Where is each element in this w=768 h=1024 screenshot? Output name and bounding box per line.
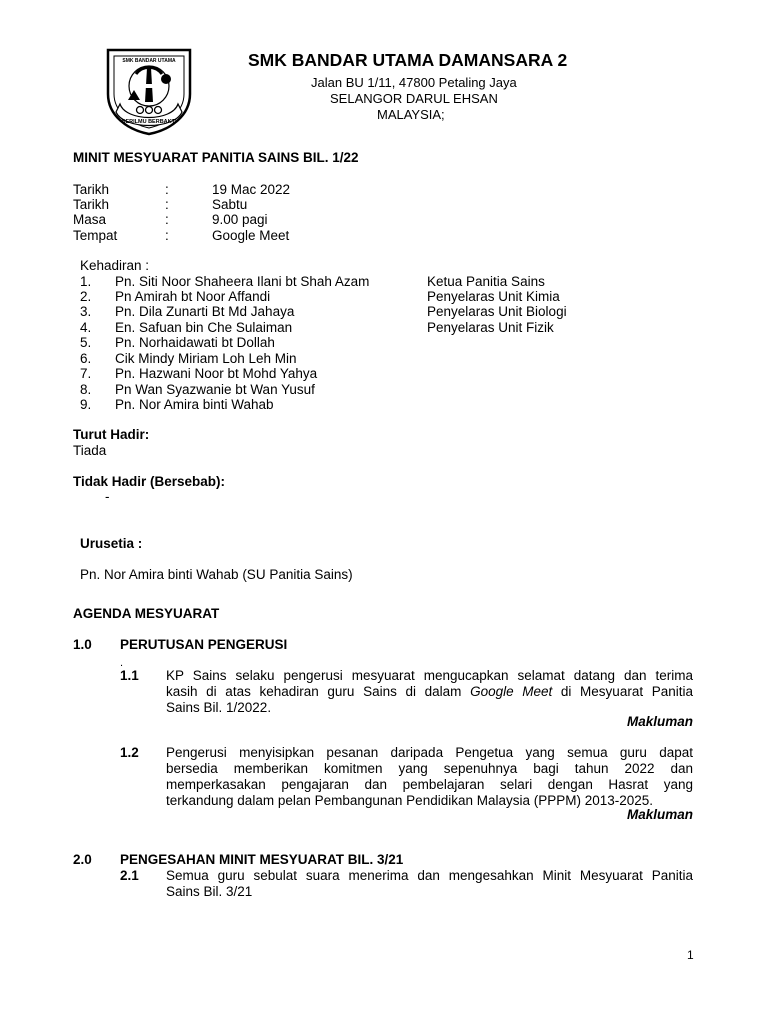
paragraph-line: memperkasakan pengajaran dan pembelajaran selari dengan Hasrat yang [166, 777, 693, 792]
paragraph-line: Pengerusi menyisipkan pesanan daripada Pengetua yang semua guru dapat [166, 745, 693, 760]
section-title: PENGESAHAN MINIT MESYUARAT BIL. 3/21 [120, 852, 404, 867]
makluman-note: Makluman [626, 714, 693, 729]
page-number: 1 [687, 948, 694, 962]
svg-text:BERILMU BERBAKTI: BERILMU BERBAKTI [121, 119, 177, 125]
makluman-note: Makluman [626, 807, 693, 822]
address-line-1: Jalan BU 1/11, 47800 Petaling Jaya [311, 75, 517, 90]
attendance-name: Pn. Dila Zunarti Bt Md Jahaya [115, 304, 295, 319]
info-label: Tarikh [73, 182, 110, 197]
attendance-heading: Kehadiran : [80, 258, 150, 273]
school-crest-logo [98, 44, 200, 136]
attendance-num: 3. [80, 304, 92, 319]
minutes-title: MINIT MESYUARAT PANITIA SAINS BIL. 1/22 [73, 150, 359, 165]
attendance-name: Pn. Siti Noor Shaheera Ilani bt Shah Azam [115, 274, 370, 289]
attendance-num: 1. [80, 274, 92, 289]
urusetia-heading: Urusetia : [80, 536, 143, 551]
section-number: 2.0 [73, 852, 92, 867]
item-number: 1.2 [120, 745, 139, 760]
attendance-name: Pn. Hazwani Noor bt Mohd Yahya [115, 366, 318, 381]
info-value-place: Google Meet [212, 228, 290, 243]
info-colon: : [165, 197, 169, 212]
turut-hadir-value: Tiada [73, 443, 107, 458]
info-colon: : [165, 212, 169, 227]
tidak-hadir-heading: Tidak Hadir (Bersebab): [73, 474, 226, 489]
attendance-name: Pn. Nor Amira binti Wahab [115, 397, 274, 412]
attendance-role: Penyelaras Unit Fizik [427, 320, 554, 335]
info-label: Tempat [73, 228, 118, 243]
attendance-name: Pn. Norhaidawati bt Dollah [115, 335, 275, 350]
item-1-1-text [166, 668, 693, 716]
attendance-num: 6. [80, 351, 92, 366]
attendance-num: 8. [80, 382, 92, 397]
attendance-role: Penyelaras Unit Kimia [427, 289, 560, 304]
attendance-name: Pn Amirah bt Noor Affandi [115, 289, 271, 304]
info-value-day: Sabtu [212, 197, 248, 212]
paragraph-line: bersedia memberikan komitmen yang sepenuhnya bagi tahun 2022 dan [166, 761, 693, 776]
info-colon: : [165, 182, 169, 197]
school-name: SMK BANDAR UTAMA DAMANSARA 2 [248, 50, 568, 70]
line-part: kasih di atas kehadiran guru Sains di dalam [166, 684, 462, 699]
info-colon: : [165, 228, 169, 243]
paragraph-line: Sains Bil. 1/2022. [166, 700, 272, 715]
address-line-3: MALAYSIA; [377, 107, 445, 122]
section-number: 1.0 [73, 637, 92, 652]
info-value-time: 9.00 pagi [212, 212, 268, 227]
paragraph-line: Sains Bil. 3/21 [166, 884, 253, 899]
attendance-num: 2. [80, 289, 92, 304]
stray-dot: . [120, 657, 124, 669]
info-label: Masa [73, 212, 107, 227]
attendance-name: En. Safuan bin Che Sulaiman [115, 320, 293, 335]
attendance-num: 7. [80, 366, 92, 381]
attendance-num: 5. [80, 335, 92, 350]
attendance-role: Penyelaras Unit Biologi [427, 304, 567, 319]
item-2-1-text [166, 868, 693, 900]
info-value-date: 19 Mac 2022 [212, 182, 291, 197]
attendance-name: Pn Wan Syazwanie bt Wan Yusuf [115, 382, 315, 397]
item-1-2-text [166, 745, 693, 809]
paragraph-line [166, 684, 693, 700]
item-number: 1.1 [120, 668, 139, 683]
paragraph-line: terkandung dalam pelan Pembangunan Pendidikan Malaysia (PPPM) 2013-2025. [166, 793, 654, 808]
info-label: Tarikh [73, 197, 110, 212]
tidak-hadir-value: - [105, 489, 110, 504]
attendance-name: Cik Mindy Miriam Loh Leh Min [115, 351, 297, 366]
attendance-num: 9. [80, 397, 92, 412]
attendance-num: 4. [80, 320, 92, 335]
item-number: 2.1 [120, 868, 139, 883]
paragraph-line: Semua guru sebulat suara menerima dan mengesahkan Minit Mesyuarat Panitia [166, 868, 693, 883]
address-line-2: SELANGOR DARUL EHSAN [330, 91, 498, 106]
urusetia-value: Pn. Nor Amira binti Wahab (SU Panitia Sains) [80, 567, 353, 582]
turut-hadir-heading: Turut Hadir: [73, 427, 150, 442]
paragraph-line: KP Sains selaku pengerusi mesyuarat mengucapkan selamat datang dan terima [166, 668, 693, 683]
line-part: di Mesyuarat Panitia [560, 684, 694, 699]
svg-text:SMK BANDAR UTAMA: SMK BANDAR UTAMA [122, 58, 176, 64]
section-title: PERUTUSAN PENGERUSI [120, 637, 288, 652]
attendance-role: Ketua Panitia Sains [427, 274, 545, 289]
google-meet-italic: Google Meet [470, 684, 553, 699]
agenda-heading: AGENDA MESYUARAT [73, 606, 220, 621]
